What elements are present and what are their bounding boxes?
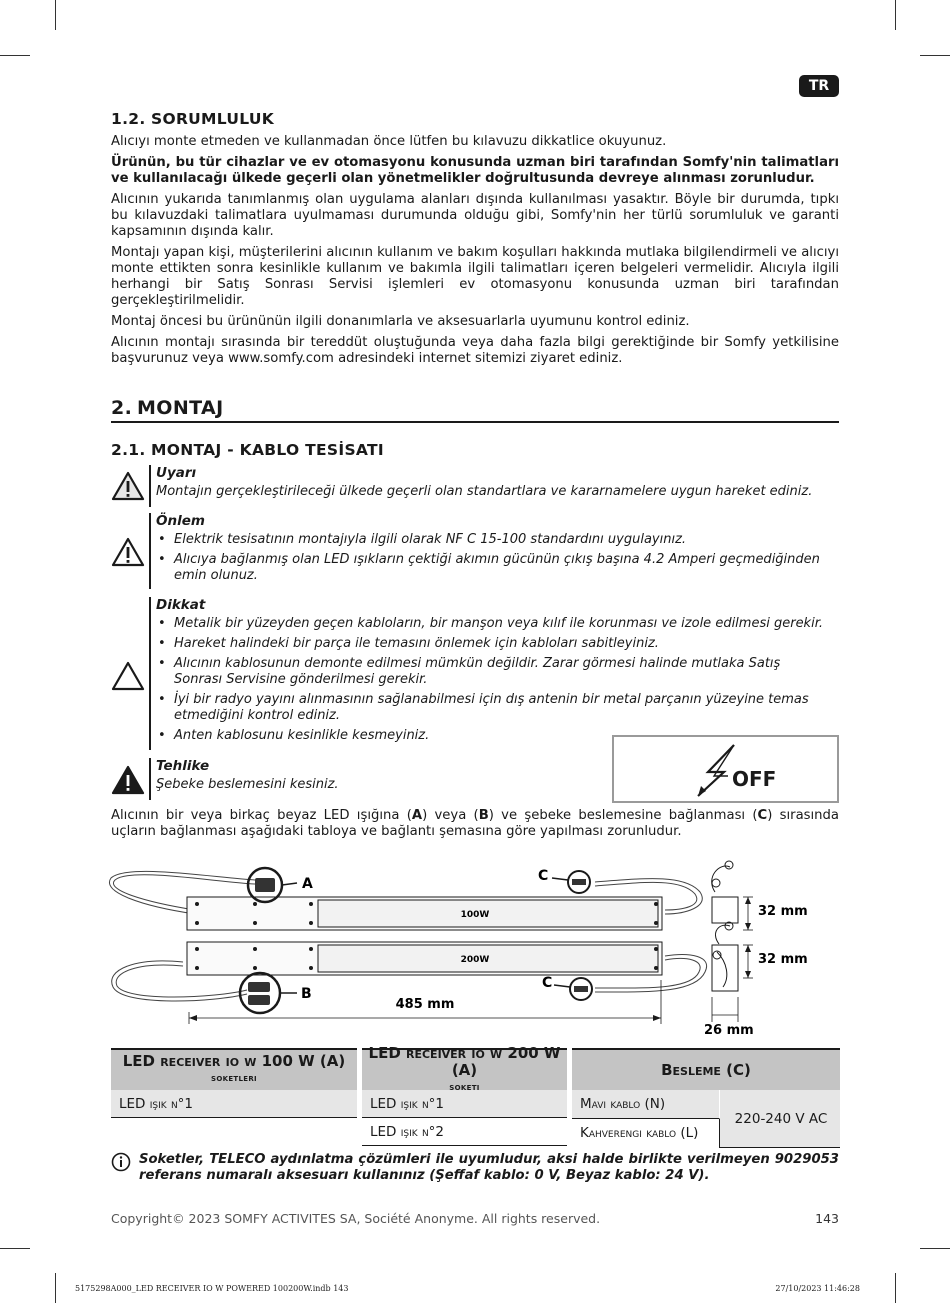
off-label: OFF — [732, 767, 777, 791]
crop-mark — [0, 55, 30, 56]
notice-body — [156, 465, 839, 500]
section-responsibility — [111, 110, 839, 372]
paragraph-bold: Ürünün, bu tür cihazlar ve ev otomasyonu konusunda uzman biri tarafından Somfy'nin talimatları ve kullanılacağı ülkede geçerli olan yönetmelikler doğrultusunda devreye alınması zorunludur. — [111, 155, 839, 186]
notice-caution — [111, 513, 839, 589]
table-header — [111, 1048, 357, 1090]
table-header — [362, 1043, 567, 1093]
danger-icon — [111, 765, 145, 795]
info-text: Soketler, TELECO aydınlatma çözümleri ile uyumludur, aksi halde birlikte verilmeyen 9029053 referans numaralı aksesuarı kullanınız (Şeffaf kablo: 0 V, Beyaz kablo: 24 V). — [139, 1152, 839, 1183]
list-item: • Metalik bir yüzeyden geçen kabloların, bir manşon veya kılıf ile korunması ve izole edilmesi gerekir. — [156, 616, 839, 632]
paragraph: Alıcıyı monte etmeden ve kullanmadan önce lütfen bu kılavuzu dikkatlice okuyunuz. — [111, 134, 667, 149]
crop-mark — [895, 0, 896, 30]
table-cell: LED ışık n°2 — [362, 1118, 567, 1146]
list-item: • Hareket halindeki bir parça ile temasını önlemek için kabloları sabitleyiniz. — [156, 636, 839, 652]
ref-c: C — [757, 808, 768, 823]
notice-list — [156, 532, 839, 584]
section-number: 1.2. — [111, 110, 146, 128]
ref-a: A — [411, 808, 423, 823]
table-cell: Mavi kablo (N) — [572, 1090, 720, 1119]
notice-title: Uyarı — [156, 465, 197, 481]
chapter-title: MONTAJ — [137, 397, 224, 419]
caution-icon — [111, 537, 145, 567]
notice-list — [156, 616, 839, 744]
notice-text: Şebeke beslemesini kesiniz. — [156, 777, 339, 792]
receiver-200w-label: 200W — [460, 955, 490, 965]
print-slug-file: 5175298A000_LED RECEIVER IO W POWERED 100200W.indb 143 — [75, 1284, 349, 1293]
notice-attention — [111, 597, 839, 750]
notice-bar — [149, 513, 151, 589]
crop-mark — [895, 1273, 896, 1303]
voltage-cell: 220-240 V AC — [734, 1111, 828, 1127]
chapter-number: 2. — [111, 397, 133, 419]
subsection-title: MONTAJ - KABLO TESİSATI — [151, 441, 384, 459]
text-run: ) sırasında uçların bağlanması aşağıdaki tabloya ve bağlantı şemasına göre yapılması zorunludur. — [111, 808, 839, 839]
paragraph: Montajı yapan kişi, müşterilerini alıcının kullanım ve bakım koşulları hakkında mutlaka bilgilendirmeli ve alıcıyı monte ettikten sonra kesinlikle kullanım ve bakımla ilgili talimatları içeren belgeleri vermelidir. Alıcıyla ilgili herhangi bir Satış Sonrası Servisi işlemleri ev otomasyonu konusunda uzman biri tarafından gerçekleştirilmelidir. — [111, 245, 839, 308]
length-dimension: 485 mm — [395, 997, 455, 1012]
notice-body — [156, 513, 839, 588]
header-main: Besleme (C) — [661, 1060, 751, 1079]
notice-bar — [149, 758, 151, 800]
text-run: Alıcının bir veya birkaç beyaz LED ışığına ( — [111, 808, 412, 823]
crop-mark — [55, 0, 56, 30]
height-dimension-top: 32 mm — [758, 904, 808, 919]
notice-body — [156, 758, 601, 793]
table-cell: LED ışık n°1 — [111, 1090, 357, 1118]
page-number: 143 — [815, 1211, 839, 1226]
callout-c-bottom: C — [542, 975, 553, 991]
ref-b: B — [478, 808, 489, 823]
attention-icon — [111, 661, 145, 691]
header-main: LED receiver io w 200 W (A) — [368, 1043, 561, 1079]
notice-text: Montajın gerçekleştirileceği ülkede geçerli olan standartlara ve kararnamelere uygun hareket ediniz. — [156, 484, 813, 499]
notice-body — [156, 597, 839, 748]
list-item: • Anten kablosunu kesinlikle kesmeyiniz. — [156, 728, 839, 744]
notice-danger — [111, 758, 601, 800]
callout-a: A — [302, 876, 313, 892]
section-heading — [111, 110, 839, 128]
subsection-heading — [111, 441, 839, 459]
table-column-power — [572, 1048, 840, 1148]
connection-paragraph — [111, 808, 839, 840]
table-column-200w — [362, 1043, 567, 1146]
crop-mark — [0, 1248, 30, 1249]
crop-mark — [55, 1273, 56, 1303]
notice-title: Dikkat — [156, 597, 206, 613]
footer-copyright: Copyright© 2023 SOMFY ACTIVITES SA, Société Anonyme. All rights reserved. — [111, 1211, 601, 1226]
list-item: • İyi bir radyo yayını alınmasının sağlanabilmesi için dış antenin bir metal parçanın yüzeyine temas etmediğini kontrol ediniz. — [156, 692, 839, 724]
callout-c-top: C — [538, 868, 549, 884]
notice-bar — [149, 465, 151, 507]
notice-title: Tehlike — [156, 758, 210, 774]
power-off-box — [612, 735, 839, 803]
notice-warning — [111, 465, 839, 507]
info-icon — [111, 1152, 131, 1172]
language-badge: TR — [799, 75, 839, 97]
notice-title: Önlem — [156, 513, 205, 529]
receiver-100w-label: 100W — [460, 910, 490, 920]
header-sub: soketi — [449, 1080, 480, 1093]
header-main: LED receiver io w 100 W (A) — [122, 1052, 346, 1070]
depth-dimension: 26 mm — [704, 1023, 754, 1038]
crop-mark — [920, 1248, 950, 1249]
callout-b: B — [301, 986, 312, 1002]
chapter-heading — [111, 397, 839, 423]
wiring-diagram — [105, 852, 845, 1042]
print-slug-date: 27/10/2023 11:46:28 — [775, 1284, 860, 1293]
header-sub: soketleri — [211, 1072, 257, 1084]
text-run: ) veya ( — [422, 808, 479, 823]
warning-icon — [111, 471, 145, 501]
table-cell: LED ışık n°1 — [362, 1090, 567, 1118]
power-cells — [572, 1090, 840, 1148]
table-header — [572, 1048, 840, 1090]
paragraph: Montaj öncesi bu ürününün ilgili donanımlarla ve aksesuarlarla uyumunu kontrol ediniz. — [111, 314, 690, 329]
paragraph: Alıcının yukarıda tanımlanmış olan uygulama alanları dışında kullanılması yasaktır. Böyle bir durumda, tıpkı bu kılavuzdaki talimatlara uyulmaması durumunda olduğu gibi, Somfy'nin her türlü sorumluluk ve garanti kapsamının dışında kalır. — [111, 192, 839, 239]
table-cell: Kahverengi kablo (L) — [572, 1119, 720, 1148]
height-dimension-bottom: 32 mm — [758, 952, 808, 967]
info-note — [111, 1152, 839, 1184]
paragraph: Alıcının montajı sırasında bir tereddüt oluştuğunda veya daha fazla bilgi gerektiğinde bir Somfy yetkilisine başvurunuz veya www.somfy.com adresindeki internet sitemizi ziyaret ediniz. — [111, 335, 839, 366]
crop-mark — [920, 55, 950, 56]
table-column-100w — [111, 1048, 357, 1118]
notice-bar — [149, 597, 151, 750]
list-item: • Elektrik tesisatının montajıyla ilgili olarak NF C 15-100 standardını uygulayınız. — [156, 532, 839, 548]
list-item: • Alıcıya bağlanmış olan LED ışıkların çektiği akımın gücünün çıkış başına 4.2 Amperi geçmediğinden emin olunuz. — [156, 552, 839, 584]
subsection-number: 2.1. — [111, 441, 146, 459]
section-title: SORUMLULUK — [151, 110, 275, 128]
text-run: ) ve şebeke beslemesine bağlanması ( — [488, 808, 758, 823]
list-item: • Alıcının kablosunun demonte edilmesi mümkün değildir. Zarar görmesi halinde mutlaka Satış Sonrası Servisine gönderilmesi gerekir. — [156, 656, 839, 688]
